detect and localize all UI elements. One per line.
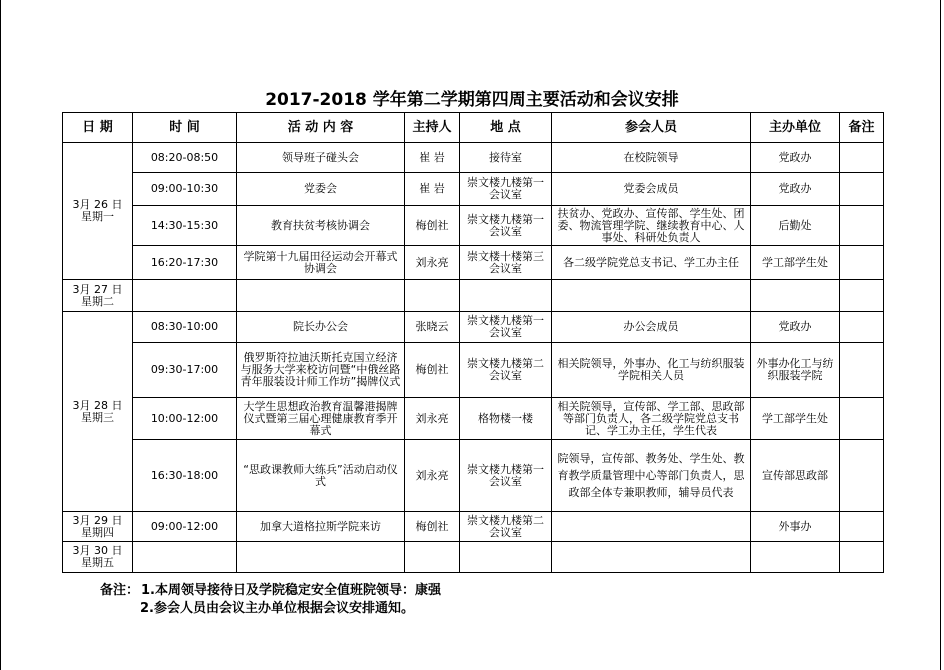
- table-row: [63, 542, 884, 573]
- attendees-cell: 院领导，宣传部、教务处、学生处、教育教学质量管理中心等部门负责人，思政部全体专兼职教师，辅导员代表: [552, 440, 751, 512]
- page-title: 2017-2018 学年第二学期第四周主要活动和会议安排: [265, 90, 679, 110]
- weekday-label: 星期一: [81, 210, 114, 223]
- place-cell: 崇文楼九楼第二会议室: [460, 512, 552, 542]
- time-cell: 08:30-10:00: [133, 312, 237, 343]
- time-cell: 16:20-17:30: [133, 246, 237, 280]
- weekday-label: 星期三: [81, 410, 114, 424]
- table-row: [63, 246, 884, 280]
- time-cell: 16:30-18:00: [133, 440, 237, 512]
- place-cell: 格物楼一楼: [460, 398, 552, 440]
- organizer-cell: 宣传部思政部: [751, 440, 840, 512]
- remark-cell: [840, 512, 884, 542]
- time-cell: 14:30-15:30: [133, 206, 237, 246]
- header-place: 地 点: [460, 113, 552, 143]
- content-cell: 领导班子碰头会: [237, 143, 405, 173]
- remark-cell: [840, 173, 884, 206]
- time-cell: [133, 542, 237, 573]
- date-cell: [63, 542, 133, 573]
- organizer-cell: 学工部学生处: [751, 246, 840, 280]
- organizer-cell: 外事办: [751, 512, 840, 542]
- attendees-cell: 办公会成员: [552, 312, 751, 343]
- table-row: [63, 440, 884, 512]
- note-text-2: 2.参会人员由会议主办单位根据会议安排通知。: [140, 601, 414, 616]
- organizer-cell: 党政办: [751, 312, 840, 343]
- remark-cell: [840, 280, 884, 312]
- host-cell: [405, 280, 460, 312]
- host-cell: 刘永亮: [405, 398, 460, 440]
- date-label: 3月 26 日: [72, 198, 123, 211]
- header-content: 活 动 内 容: [237, 113, 405, 143]
- time-cell: 09:30-17:00: [133, 343, 237, 398]
- table-row: [63, 143, 884, 173]
- organizer-cell: 后勤处: [751, 206, 840, 246]
- weekday-label: 星期四: [81, 525, 114, 539]
- place-cell: [460, 280, 552, 312]
- host-cell: 刘永亮: [405, 246, 460, 280]
- host-cell: 刘永亮: [405, 440, 460, 512]
- header-host: 主持人: [405, 113, 460, 143]
- content-cell: 大学生思想政治教育温馨港揭牌仪式暨第三届心理健康教育季开幕式: [237, 398, 405, 440]
- attendees-cell: [552, 512, 751, 542]
- date-label: 3月 28 日: [72, 398, 123, 412]
- date-cell: [63, 280, 133, 312]
- time-cell: 10:00-12:00: [133, 398, 237, 440]
- content-cell: 加拿大道格拉斯学院来访: [237, 512, 405, 542]
- remark-cell: [840, 542, 884, 573]
- attendees-cell: [552, 542, 751, 573]
- remark-cell: [840, 440, 884, 512]
- date-cell: [63, 143, 133, 280]
- table-row: [63, 343, 884, 398]
- table-row: [63, 312, 884, 343]
- table-row: [63, 173, 884, 206]
- header-row: [63, 113, 884, 143]
- attendees-cell: 扶贫办、党政办、宣传部、学生处、团委、物流管理学院、继续教育中心、人事处、科研处负责人: [552, 206, 751, 246]
- remark-cell: [840, 246, 884, 280]
- content-cell: [237, 542, 405, 573]
- host-cell: 崔 岩: [405, 173, 460, 206]
- remark-cell: [840, 398, 884, 440]
- attendees-cell: 相关院领导，外事办、化工与纺织服装学院相关人员: [552, 343, 751, 398]
- organizer-cell: [751, 542, 840, 573]
- notes-section: [100, 582, 441, 618]
- header-attendees: 参会人员: [552, 113, 751, 143]
- time-cell: 09:00-10:30: [133, 173, 237, 206]
- content-cell: 学院第十九届田径运动会开幕式协调会: [237, 246, 405, 280]
- header-organizer: 主办单位: [751, 113, 840, 143]
- date-label: 3月 30 日: [72, 544, 123, 557]
- note-text-1: 1.本周领导接待日及学院稳定安全值班院领导：康强: [141, 583, 441, 598]
- organizer-cell: 外事办化工与纺织服装学院: [751, 343, 840, 398]
- place-cell: 崇文楼九楼第一会议室: [460, 312, 552, 343]
- note-line-2: [100, 600, 441, 618]
- remark-cell: [840, 343, 884, 398]
- content-cell: 教育扶贫考核协调会: [237, 206, 405, 246]
- place-cell: 崇文楼九楼第一会议室: [460, 173, 552, 206]
- content-cell: 院长办公会: [237, 312, 405, 343]
- place-cell: 崇文楼十楼第三会议室: [460, 246, 552, 280]
- header-date: 日 期: [63, 113, 133, 143]
- place-cell: 崇文楼九楼第二会议室: [460, 343, 552, 398]
- content-cell: [237, 280, 405, 312]
- host-cell: 崔 岩: [405, 143, 460, 173]
- host-cell: 梅创社: [405, 512, 460, 542]
- remark-cell: [840, 206, 884, 246]
- host-cell: 张晓云: [405, 312, 460, 343]
- attendees-cell: 党委会成员: [552, 173, 751, 206]
- weekday-label: 星期五: [81, 556, 114, 569]
- header-remark: 备注: [840, 113, 884, 143]
- host-cell: 梅创社: [405, 343, 460, 398]
- place-cell: [460, 542, 552, 573]
- table-row: [63, 398, 884, 440]
- host-cell: [405, 542, 460, 573]
- note-line-1: [100, 582, 441, 600]
- organizer-cell: 党政办: [751, 143, 840, 173]
- time-cell: 09:00-12:00: [133, 512, 237, 542]
- host-cell: 梅创社: [405, 206, 460, 246]
- time-cell: 08:20-08:50: [133, 143, 237, 173]
- attendees-cell: [552, 280, 751, 312]
- date-cell: [63, 512, 133, 542]
- content-cell: 俄罗斯符拉迪沃斯托克国立经济与服务大学来校访问暨“中俄丝路青年服装设计师工作坊”揭牌仪式: [237, 343, 405, 398]
- attendees-cell: 相关院领导，宣传部、学工部、思政部等部门负责人，各二级学院党总支书记、学工办主任，学生代表: [552, 398, 751, 440]
- attendees-cell: 在校院领导: [552, 143, 751, 173]
- schedule-table: [62, 112, 884, 573]
- date-label: 3月 29 日: [72, 513, 123, 527]
- table-row: [63, 512, 884, 542]
- content-cell: 党委会: [237, 173, 405, 206]
- organizer-cell: 党政办: [751, 173, 840, 206]
- date-label: 3月 27 日: [72, 282, 123, 296]
- header-time: 时 间: [133, 113, 237, 143]
- organizer-cell: [751, 280, 840, 312]
- table-row: [63, 280, 884, 312]
- place-cell: 崇文楼九楼第一会议室: [460, 206, 552, 246]
- remark-cell: [840, 143, 884, 173]
- weekday-label: 星期二: [81, 294, 114, 308]
- table-row: [63, 206, 884, 246]
- time-cell: [133, 280, 237, 312]
- place-cell: 接待室: [460, 143, 552, 173]
- organizer-cell: 学工部学生处: [751, 398, 840, 440]
- place-cell: 崇文楼九楼第一会议室: [460, 440, 552, 512]
- date-cell: [63, 312, 133, 512]
- content-cell: “思政课教师大练兵”活动启动仪式: [237, 440, 405, 512]
- notes-label: 备注：: [100, 583, 140, 598]
- attendees-cell: 各二级学院党总支书记、学工办主任: [552, 246, 751, 280]
- remark-cell: [840, 312, 884, 343]
